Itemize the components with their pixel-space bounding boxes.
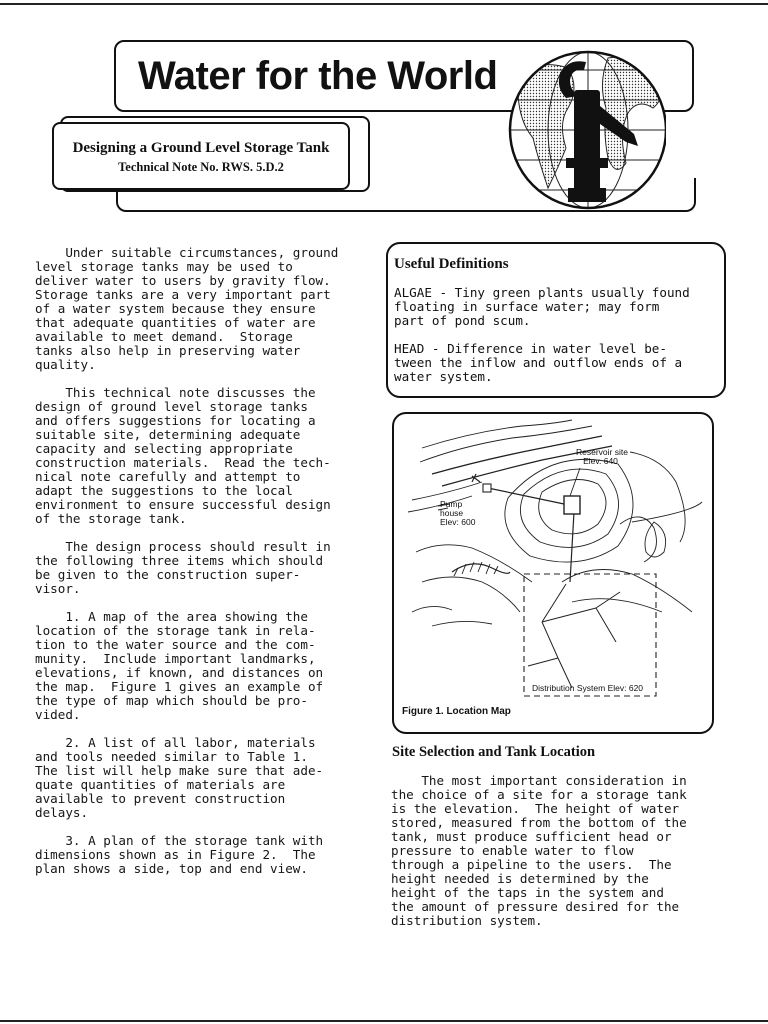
design-process-paragraph: The design process should result in the following three items which should be given to the construction super- visor. bbox=[35, 539, 331, 596]
site-selection-heading: Site Selection and Tank Location bbox=[392, 744, 596, 760]
pump-house-label: Pump house Elev: 600 bbox=[440, 499, 476, 527]
globe-with-hand-pump-icon bbox=[508, 38, 666, 218]
definition-algae: ALGAE - Tiny green plants usually found floating in surface water; may form part of pond scum. bbox=[394, 285, 690, 328]
item-1-paragraph: 1. A map of the area showing the location of the storage tank in rela- tion to the water source and the com- munity. Include important landmarks, elevations, if known, and distances on the map. Figure 1 gives an example of the type of map which should be pro- vided. bbox=[35, 609, 324, 722]
definitions-text bbox=[394, 286, 690, 384]
document-subtitle: Designing a Ground Level Storage Tank bbox=[72, 140, 330, 156]
distribution-system-label: Distribution System Elev: 620 bbox=[532, 683, 644, 693]
reservoir-site-label: Reservoir site Elev. 640 bbox=[576, 447, 628, 466]
site-selection-column bbox=[391, 774, 687, 942]
scope-paragraph: This technical note discusses the design of ground level storage tanks and offers suggestions for locating a suitable site, determining adequate capacity and selecting appropriate construction materials. Read the tech- nical note carefully and attempt to adapt the suggestions to the local environment to ensure successful design of the storage tank. bbox=[35, 385, 331, 526]
definitions-heading: Useful Definitions bbox=[394, 256, 509, 272]
bottom-rule bbox=[0, 1020, 768, 1022]
definition-head: HEAD - Difference in water level be- tween the inflow and outflow ends of a water system. bbox=[394, 341, 683, 384]
item-3-paragraph: 3. A plan of the storage tank with dimensions shown as in Figure 2. The plan shows a side, top and end view. bbox=[35, 833, 324, 876]
site-selection-paragraph: The most important consideration in the choice of a site for a storage tank is the elevation. The height of water stored, measured from the bottom of the tank, must produce sufficient head or pressure to enable water to flow through a pipeline to the users. The height needed is determined by the height of the taps in the system and the amount of pressure desired for the distribution system. bbox=[391, 773, 687, 928]
item-2-paragraph: 2. A list of all labor, materials and tools needed similar to Table 1. The list will help make sure that ade- quate quantities of materials are available to prevent construction delays. bbox=[35, 735, 324, 820]
page-title: Water for the World bbox=[138, 54, 498, 98]
figure-1-caption: Figure 1. Location Map bbox=[402, 706, 511, 717]
technical-note-number: Technical Note No. RWS. 5.D.2 bbox=[118, 160, 284, 174]
top-rule bbox=[0, 3, 768, 5]
intro-paragraph: Under suitable circumstances, ground level storage tanks may be used to deliver water to users by gravity flow. Storage tanks are a very important part of a water system because they ensure that adequate quantities of water are available to meet demand. Storage tanks also help in preserving water quality. bbox=[35, 245, 339, 372]
intro-column bbox=[35, 246, 338, 890]
